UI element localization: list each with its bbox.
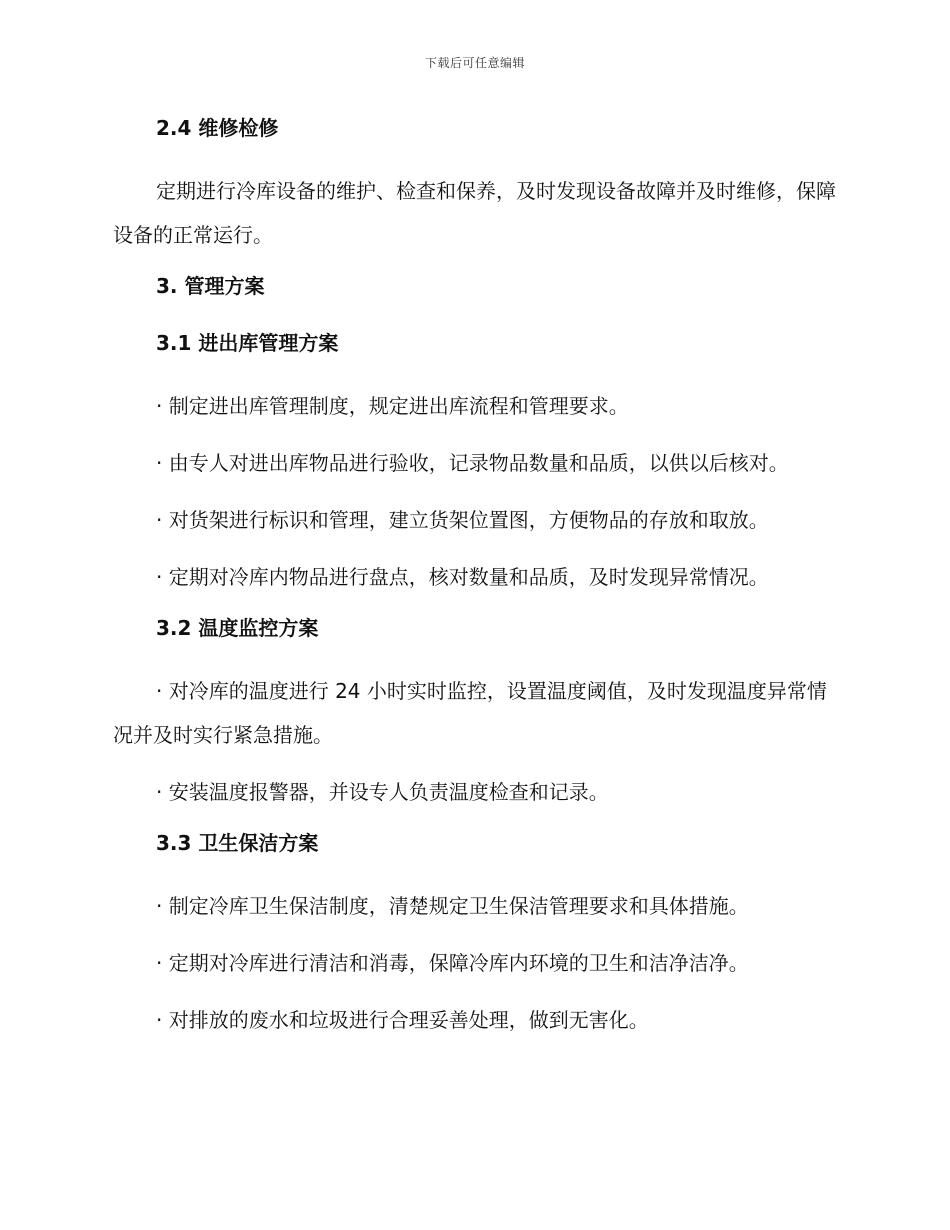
document-body	[113, 112, 837, 1055]
bullet-item: · 对货架进行标识和管理，建立货架位置图，方便物品的存放和取放。	[156, 508, 769, 532]
bullet-item: · 由专人对进出库物品进行验收，记录物品数量和品质，以供以后核对。	[156, 451, 789, 475]
section-heading-3-3: 3.3 卫生保洁方案	[156, 831, 319, 855]
section-heading-2-4: 2.4 维修检修	[156, 116, 279, 140]
bullet-item: · 对冷库的温度进行 24 小时实时监控，设置温度阈值，及时发现温度异常情况并及时实行紧急措施。	[113, 679, 827, 747]
section-heading-3: 3. 管理方案	[156, 274, 265, 298]
page-header: 下载后可任意编辑	[424, 56, 525, 70]
bullet-item: · 定期对冷库内物品进行盘点，核对数量和品质，及时发现异常情况。	[156, 565, 769, 589]
bullet-item: · 制定冷库卫生保洁制度，清楚规定卫生保洁管理要求和具体措施。	[156, 894, 749, 918]
section-heading-3-2: 3.2 温度监控方案	[156, 616, 319, 640]
section-heading-3-1: 3.1 进出库管理方案	[156, 331, 339, 355]
bullet-item: · 安装温度报警器，并设专人负责温度检查和记录。	[156, 780, 609, 804]
paragraph-maintenance: 定期进行冷库设备的维护、检查和保养，及时发现设备故障并及时维修，保障设备的正常运行。	[113, 179, 836, 247]
bullet-item: · 对排放的废水和垃圾进行合理妥善处理，做到无害化。	[156, 1008, 649, 1032]
bullet-item: · 定期对冷库进行清洁和消毒，保障冷库内环境的卫生和洁净洁净。	[156, 951, 749, 975]
bullet-item: · 制定进出库管理制度，规定进出库流程和管理要求。	[156, 394, 629, 418]
